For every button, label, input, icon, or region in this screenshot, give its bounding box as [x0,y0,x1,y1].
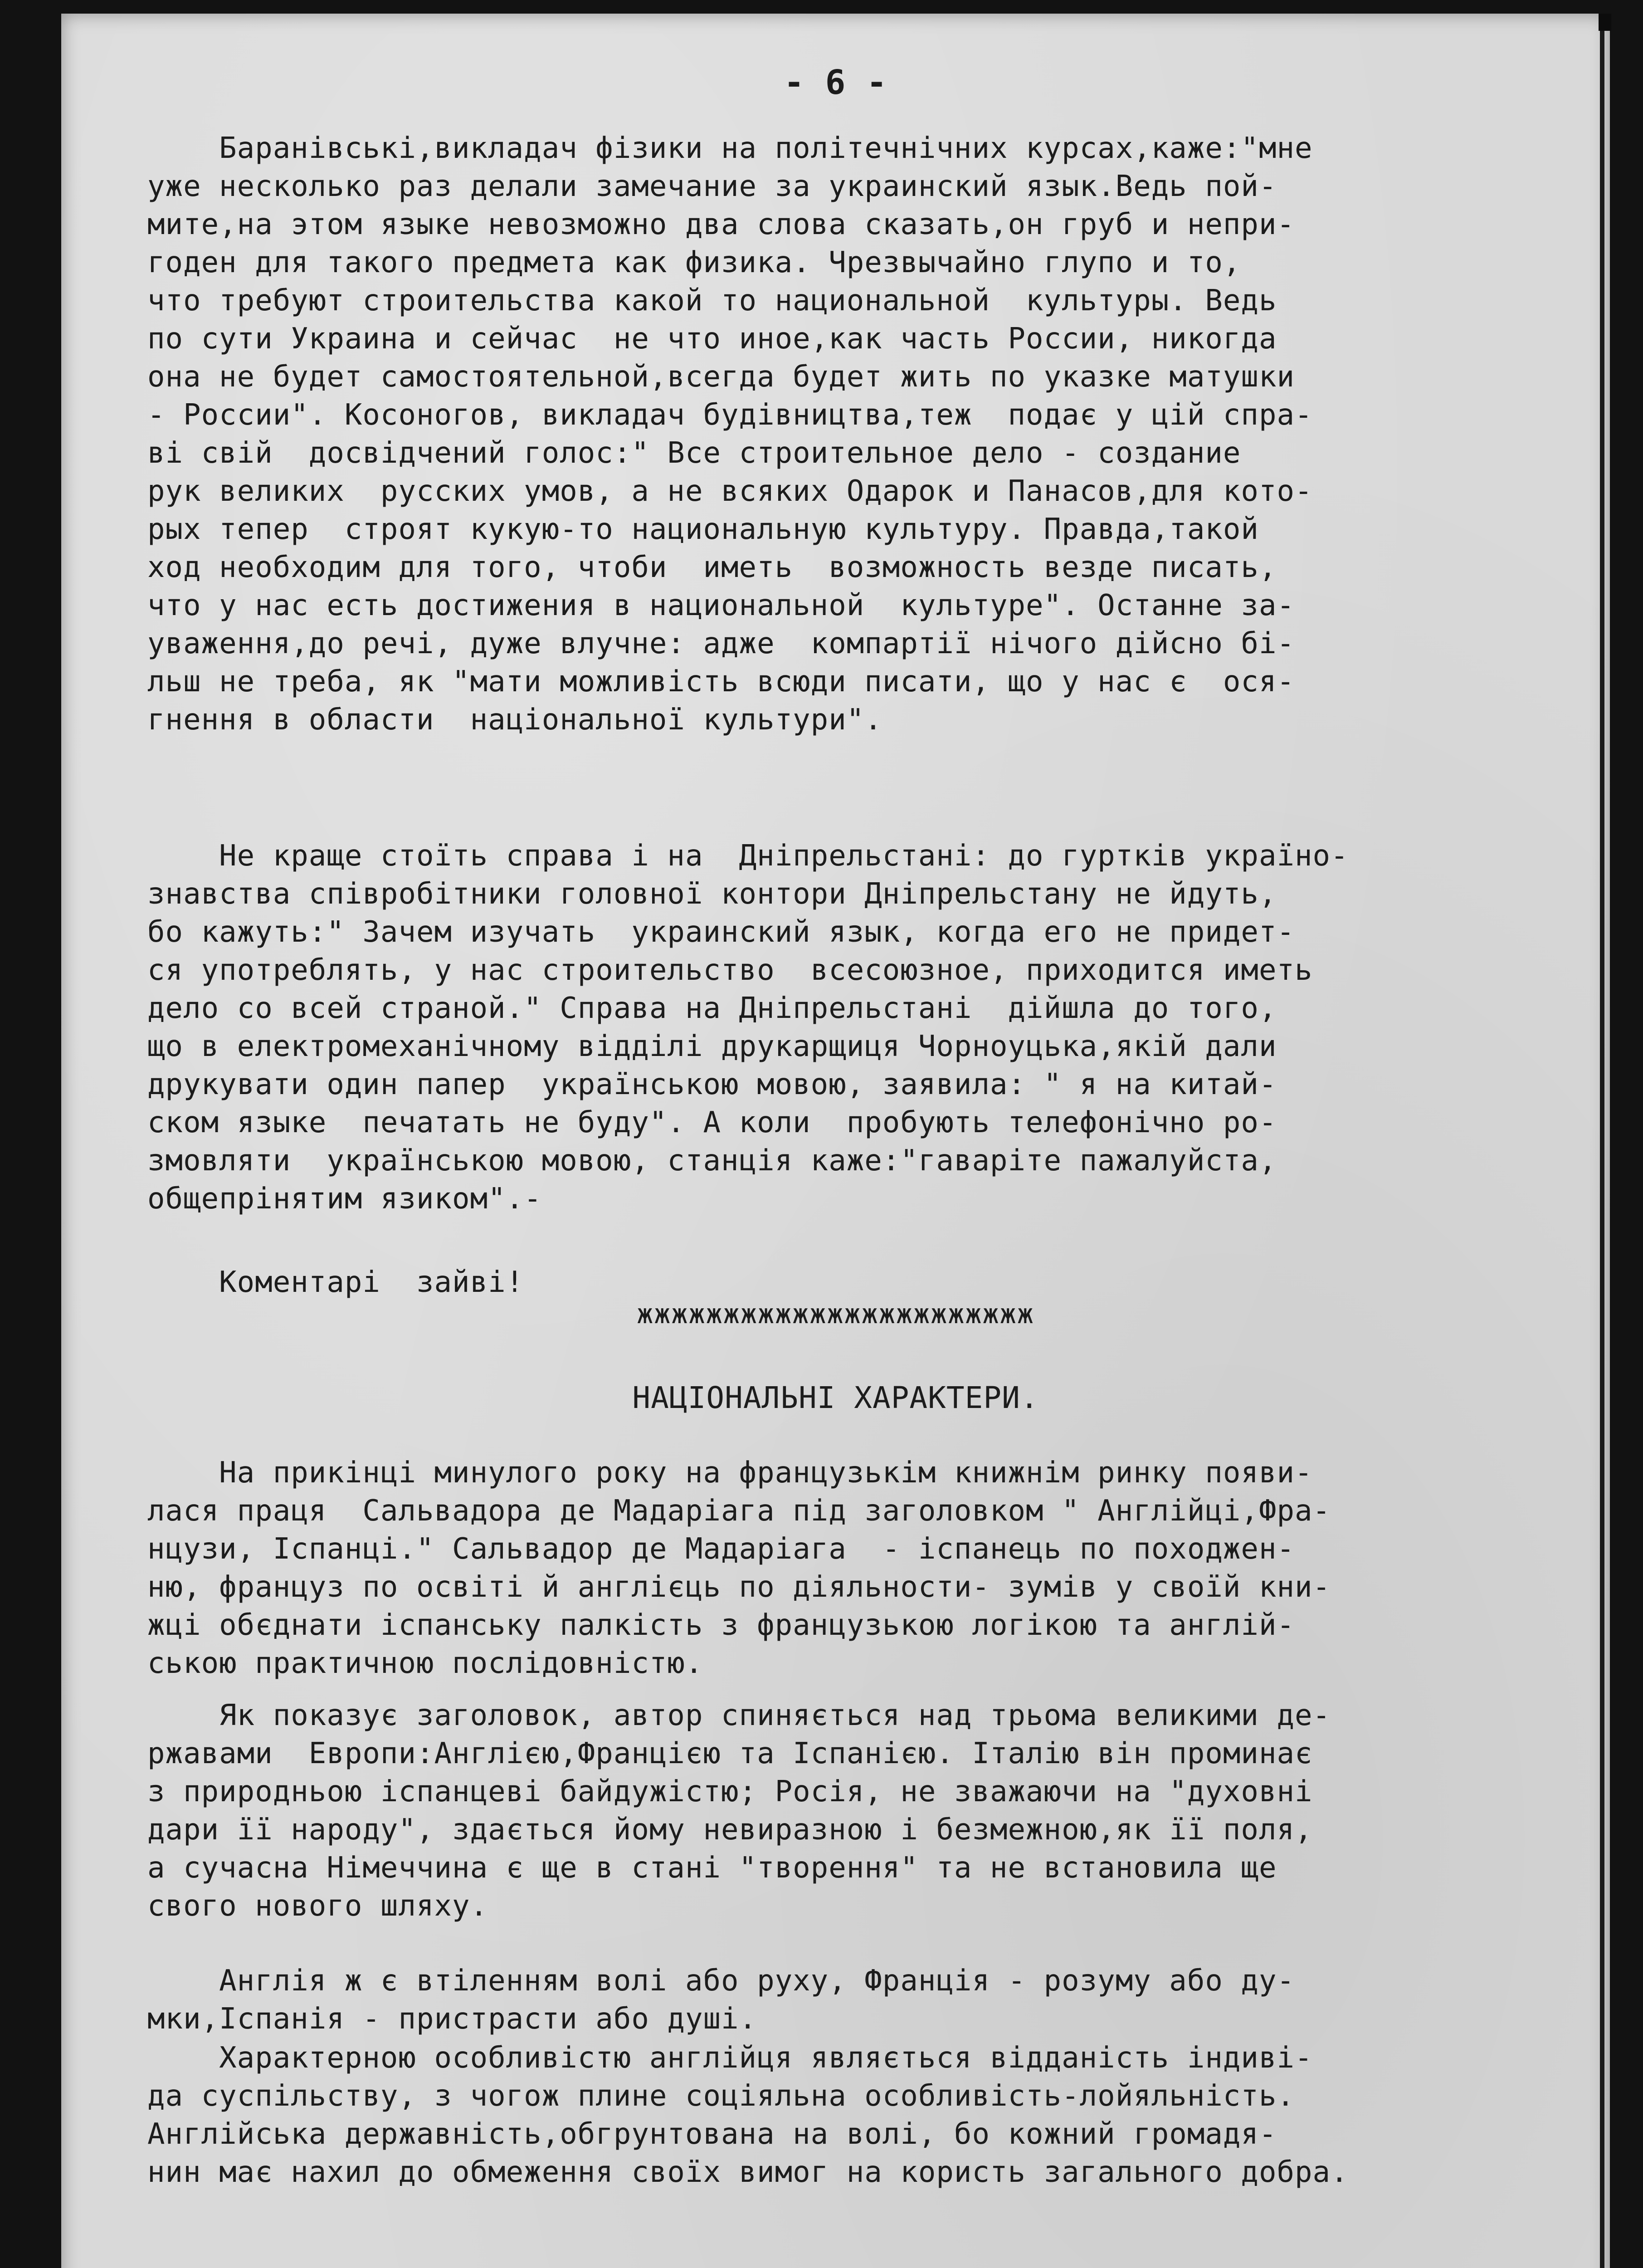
text-line: что у нас есть достижения в национальной культуре". Останне за- [147,589,1295,622]
text-line: годен для такого предмета как физика. Чрезвычайно глупо и то, [147,246,1241,279]
corner-mark [1599,14,1611,31]
text-line: гнення в области національної культури". [147,703,882,737]
document-page [61,14,1610,2268]
text-line: общепрінятим язиком".- [147,1182,542,1216]
text-line: жці обєднати іспанську палкість з французькою логікою та англій- [147,1608,1295,1642]
text-line: ню, француз по освіті й англієць по діяльности- зумів у своїй кни- [147,1570,1331,1604]
text-line: дари її народу", здається йому невиразною і безмежною,як її поля, [147,1813,1313,1847]
text-line: она не будет самостоятельной,всегда будет жить по указке матушки [147,360,1295,394]
text-line: - России". Косоногов, викладач будівництва,теж подає у цій спра- [147,398,1313,432]
text-line: ском языке печатать не буду". А коли пробують телефонічно ро- [147,1106,1277,1139]
text-line: Не краще стоїть справа і на Дніпрельстані: до гуртків україно- [147,839,1349,873]
text-line: з природньою іспанцеві байдужістю; Росія, не зважаючи на "духовні [147,1775,1313,1809]
text-line: что требуют строительства какой то национальной культуры. Ведь [147,284,1277,318]
text-line: уже несколько раз делали замечание за украинский язык.Ведь пой- [147,170,1277,203]
text-line: по сути Украина и сейчас не что иное,как часть России, никогда [147,322,1277,356]
text-line: свого нового шляху. [147,1889,488,1923]
text-line: Коментарі зайві! [147,1266,524,1299]
text-line: Баранівські,викладач фізики на політечнічних курсах,каже:"мне [147,132,1313,165]
text-line: друкувати один папер українською мовою, заявила: " я на китай- [147,1068,1277,1101]
text-line: Характерною особливістю англійця являється відданість індиві- [147,2041,1313,2075]
paragraph-4 [147,1696,1571,1925]
paragraph-3 [147,1454,1571,1682]
text-line: рых тепер строят кукую-то национальную культуру. Правда,такой [147,513,1259,546]
paragraph-6 [147,2039,1571,2191]
page-number: - 6 - [784,63,887,102]
paragraph-2 [147,837,1571,1218]
text-line: нцузи, Іспанці." Сальвадор де Мадаріага - іспанець по походжен- [147,1532,1295,1566]
section-heading: НАЦІОНАЛЬНІ ХАРАКТЕРИ. [632,1380,1039,1415]
text-line: ською практичною послідовністю. [147,1647,703,1680]
text-line: ржавами Европи:Англією,Францією та Іспанією. Італію він проминає [147,1737,1313,1770]
text-line: Англійська державність,обгрунтована на волі, бо кожний громадя- [147,2117,1277,2151]
text-line: що в електромеханічному відділі друкарщиця Чорноуцька,якій дали [147,1030,1277,1063]
text-line: На прикінці минулого року на французькім книжнім ринку появи- [147,1456,1313,1490]
text-line: мите,на этом языке невозможно два слова сказать,он груб и непри- [147,208,1295,241]
text-line: бо кажуть:" Зачем изучать украинский язык, когда его не придет- [147,915,1295,949]
text-line: лася праця Сальвадора де Мадаріага під заголовком " Англійці,Фра- [147,1494,1331,1528]
text-line: уваження,до речі, дуже влучне: адже компартії нічого дійсно бі- [147,627,1295,660]
text-line: Англія ж є втіленням волі або руху, Франція - розуму або ду- [147,1964,1295,1998]
text-line: ход необходим для того, чтоби иметь возможность везде писать, [147,551,1277,584]
text-line: ся употреблять, у нас строительство всесоюзное, приходится иметь [147,953,1313,987]
text-line: рук великих русских умов, а не всяких Одарок и Панасов,для кото- [147,474,1313,508]
text-line: ві свій досвідчений голос:" Все строительное дело - создание [147,436,1241,470]
section-divider: жжжжжжжжжжжжжжжжжжжжжжж [637,1298,1034,1330]
text-line: Як показує заголовок, автор спиняється над трьома великими де- [147,1699,1331,1732]
page-edge-line [1600,14,1604,2268]
text-line: а сучасна Німеччина є ще в стані "творення" та не встановила ще [147,1851,1277,1885]
text-line: да суспільству, з чогож плине соціяльна особливість-лойяльність. [147,2079,1295,2113]
text-line: льш не треба, як "мати можливість всюди писати, що у нас є ося- [147,665,1295,699]
text-line: мки,Іспанія - пристрасти або душі. [147,2002,757,2036]
text-line: знавства співробітники головної контори Дніпрельстану не йдуть, [147,877,1277,911]
paragraph-1 [147,129,1571,739]
paragraph-5 [147,1962,1571,2038]
text-line: змовляти українською мовою, станція каже:"гаваріте пажалуйста, [147,1144,1277,1178]
text-line: дело со всей страной." Справа на Дніпрельстані дійшла до того, [147,992,1277,1025]
text-line: нин має нахил до обмеження своїх вимог на користь загального добра. [147,2156,1349,2189]
